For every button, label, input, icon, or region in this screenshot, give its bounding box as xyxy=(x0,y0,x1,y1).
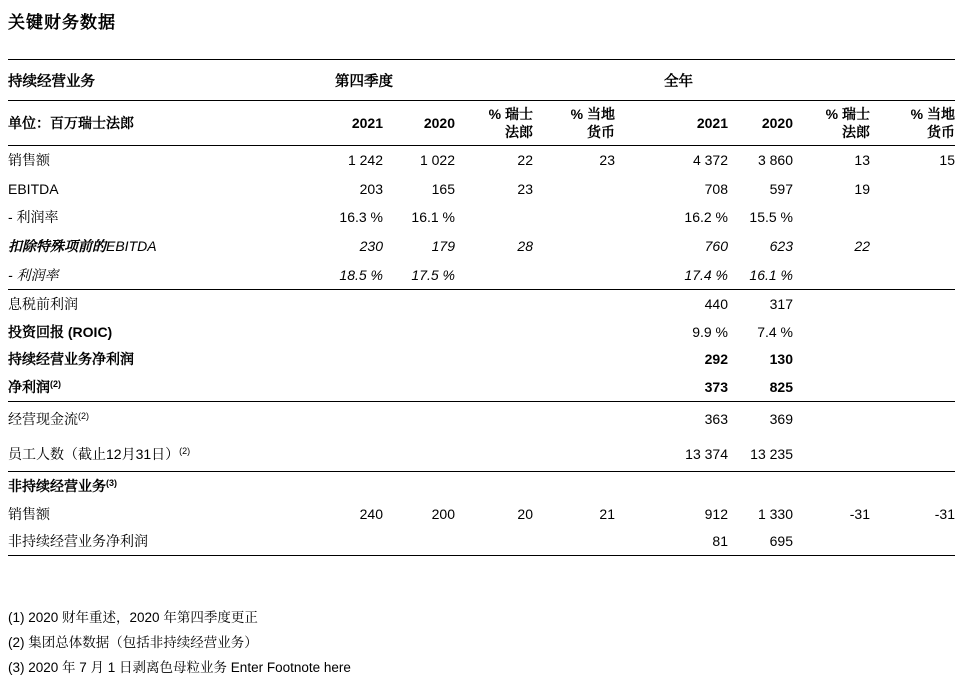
col-header-text: % 瑞士 xyxy=(825,106,870,122)
row-label-suffix: EBITDA xyxy=(106,238,157,255)
cell-fy-pct-chf xyxy=(793,203,870,232)
col-header-fy-2020 xyxy=(728,101,793,145)
col-header-q4-pct-chf xyxy=(455,101,533,145)
table-row xyxy=(8,318,955,346)
cell-q4-2021: 18.5 % xyxy=(339,266,383,283)
table-row xyxy=(8,346,955,374)
cell-fy-pct-chf xyxy=(793,373,870,401)
q4-group-label: 第四季度 xyxy=(335,73,393,90)
cell-q4-2020 xyxy=(383,346,455,374)
table-section xyxy=(8,146,955,289)
cell-q4-2021 xyxy=(330,528,383,556)
cell-q4-pct-local xyxy=(533,402,615,437)
table-row xyxy=(8,175,955,204)
cell-fy-pct-local xyxy=(870,203,955,232)
table-row xyxy=(8,402,955,437)
cell-q4-2021: 1 242 xyxy=(347,152,383,169)
row-label-text: 非持续经营业务净利润 xyxy=(8,533,148,550)
row-label-text: - 利润率 xyxy=(8,209,59,226)
table-section xyxy=(8,471,955,555)
col-header-fy-pct-chf xyxy=(793,101,870,145)
cell-q4-2021 xyxy=(330,402,383,437)
cell-q4-2021 xyxy=(330,472,383,500)
cell-q4-pct-chf: 20 xyxy=(517,505,533,522)
cell-q4-pct-chf xyxy=(455,290,533,318)
cell-fy-pct-chf xyxy=(793,290,870,318)
row-label: 非持续经营业务 $^{(3)}$ xyxy=(8,478,117,494)
table-row xyxy=(8,437,955,472)
row-label: 经营现金流 $^{(2)}$ xyxy=(8,411,89,428)
continuing-operations-label: 持续经营业务 xyxy=(8,73,95,90)
cell-fy-pct-chf: 22 xyxy=(854,238,870,255)
cell-fy-pct-local xyxy=(870,318,955,346)
cell-q4-2020: 17.5 % xyxy=(411,266,455,283)
row-label-text: 员工人数（截止12月31日） xyxy=(8,445,180,462)
cell-q4-pct-local: 23 xyxy=(599,152,615,169)
cell-fy-pct-chf xyxy=(793,260,870,289)
cell-q4-2021 xyxy=(330,373,383,401)
col-header-q4-2020 xyxy=(383,101,455,145)
cell-q4-pct-chf xyxy=(455,472,533,500)
cell-fy-pct-chf: -31 xyxy=(849,505,870,522)
cell-fy-pct-chf: 13 xyxy=(854,152,870,169)
cell-fy-pct-chf xyxy=(793,402,870,437)
key-financials-table xyxy=(8,59,955,556)
table-column-header-row xyxy=(8,101,955,146)
cell-fy-2021: 9.9 % xyxy=(692,323,728,340)
row-label-text: 经营现金流 xyxy=(8,411,78,428)
row-label-text: - 利润率 xyxy=(8,266,59,283)
cell-fy-pct-chf xyxy=(793,528,870,556)
cell-fy-pct-chf xyxy=(793,437,870,472)
cell-q4-2020: 1 022 xyxy=(419,152,455,169)
cell-q4-2020 xyxy=(383,402,455,437)
cell-q4-pct-chf xyxy=(455,346,533,374)
cell-fy-2021: 17.4 % xyxy=(684,266,728,283)
cell-fy-2020: 317 xyxy=(769,295,793,312)
cell-q4-2020: 16.1 % xyxy=(411,209,455,226)
cell-q4-pct-chf: 28 xyxy=(517,238,533,255)
cell-fy-2021 xyxy=(615,472,728,500)
cell-q4-2020: 165 xyxy=(431,180,455,197)
cell-fy-2021: 13 374 xyxy=(685,445,728,462)
cell-fy-2021: 708 xyxy=(704,180,728,197)
row-label xyxy=(8,260,330,289)
col-header-text: 法郎 xyxy=(505,124,533,140)
cell-fy-2021: 912 xyxy=(704,505,728,522)
col-header-q4-2021 xyxy=(330,101,383,145)
cell-fy-pct-local xyxy=(870,175,955,204)
cell-fy-pct-local xyxy=(870,373,955,401)
table-row xyxy=(8,373,955,401)
table-section xyxy=(8,401,955,471)
row-label-text: 销售额 xyxy=(8,152,50,169)
cell-q4-pct-local xyxy=(533,373,615,401)
table-row xyxy=(8,500,955,528)
cell-q4-2021 xyxy=(330,437,383,472)
cell-q4-pct-chf xyxy=(455,437,533,472)
cell-fy-2020: 15.5 % xyxy=(749,209,793,226)
cell-q4-pct-local xyxy=(533,232,615,261)
cell-q4-2020 xyxy=(383,318,455,346)
row-label-text: EBITDA xyxy=(8,180,59,197)
table-group-header-row xyxy=(8,59,955,101)
cell-fy-pct-local: 15 xyxy=(939,152,955,169)
cell-q4-2021: 240 xyxy=(359,505,383,522)
row-label xyxy=(8,203,330,232)
table-row xyxy=(8,528,955,556)
cell-q4-pct-chf xyxy=(455,528,533,556)
cell-q4-pct-local xyxy=(533,528,615,556)
table-row xyxy=(8,203,955,232)
row-label-text: 销售额 xyxy=(8,505,50,522)
cell-q4-2020 xyxy=(383,373,455,401)
row-label-text: 息税前利润 xyxy=(8,295,78,312)
cell-q4-pct-chf xyxy=(455,373,533,401)
cell-q4-2021 xyxy=(330,346,383,374)
cell-q4-pct-local: 21 xyxy=(599,505,615,522)
col-header-text: % 当地 xyxy=(570,106,615,122)
footnote-3: (3) 2020 年 7 月 1 日剥离色母粒业务 Enter Footnote here xyxy=(8,660,351,676)
cell-q4-2020: 179 xyxy=(431,238,455,255)
row-label: 员工人数（截止12月31日） $^{(2)}$ xyxy=(8,445,191,462)
col-header-text: 2020 xyxy=(761,115,793,131)
cell-fy-pct-local xyxy=(870,437,955,472)
cell-fy-2021: 440 xyxy=(704,295,728,312)
cell-q4-pct-chf xyxy=(455,318,533,346)
col-header-fy-2021 xyxy=(615,101,728,145)
cell-fy-2021: 373 xyxy=(704,379,728,396)
footnotes xyxy=(8,605,955,680)
row-label xyxy=(8,232,330,261)
col-header-text: 货币 xyxy=(587,124,615,140)
col-header-text: 2021 xyxy=(696,115,728,131)
cell-fy-pct-chf: 19 xyxy=(854,180,870,197)
cell-fy-2021: 363 xyxy=(704,411,728,428)
cell-fy-2021: 760 xyxy=(704,238,728,255)
cell-q4-pct-local xyxy=(533,203,615,232)
row-label xyxy=(8,175,330,204)
cell-fy-pct-local xyxy=(870,346,955,374)
table-row xyxy=(8,290,955,318)
row-label-text: 非持续经营业务 xyxy=(8,478,106,494)
table-row xyxy=(8,146,955,175)
col-header-fy-pct-local xyxy=(870,101,955,145)
cell-fy-pct-local xyxy=(870,472,955,500)
col-header-text: 2021 xyxy=(351,115,383,131)
cell-fy-2020: 695 xyxy=(769,533,793,550)
cell-q4-pct-chf: 23 xyxy=(517,180,533,197)
cell-q4-pct-chf xyxy=(455,260,533,289)
cell-fy-pct-local xyxy=(870,260,955,289)
cell-fy-2021: 81 xyxy=(712,533,728,550)
cell-q4-2020: 200 xyxy=(431,505,455,522)
cell-q4-2020 xyxy=(383,290,455,318)
cell-q4-2021 xyxy=(330,290,383,318)
cell-fy-pct-local xyxy=(870,232,955,261)
col-header-text: % 瑞士 xyxy=(488,106,533,122)
table-body xyxy=(8,146,955,556)
cell-fy-pct-chf xyxy=(793,346,870,374)
footnote-2: (2) 集团总体数据（包括非持续经营业务） xyxy=(8,635,258,651)
cell-q4-pct-local xyxy=(533,472,615,500)
cell-fy-2021: 16.2 % xyxy=(684,209,728,226)
cell-fy-2021: 292 xyxy=(704,351,728,368)
cell-fy-2020: 130 xyxy=(769,351,793,368)
cell-fy-pct-chf xyxy=(793,318,870,346)
cell-fy-pct-local: -31 xyxy=(934,505,955,522)
page-title: 关键财务数据 xyxy=(8,13,116,32)
cell-q4-pct-chf xyxy=(455,402,533,437)
row-label xyxy=(8,500,330,528)
row-label xyxy=(8,346,330,374)
col-header-text: 货币 xyxy=(927,124,955,140)
cell-fy-pct-chf xyxy=(793,472,870,500)
row-label-text: 投资回报 (ROIC) xyxy=(8,323,113,340)
cell-q4-2020 xyxy=(383,472,455,500)
cell-q4-pct-local xyxy=(533,260,615,289)
col-header-text: 2020 xyxy=(423,115,455,131)
row-label xyxy=(8,146,330,175)
row-label xyxy=(8,318,330,346)
cell-fy-2020: 369 xyxy=(769,411,793,428)
cell-q4-2021 xyxy=(330,318,383,346)
unit-label: 单位：百万瑞士法郎 xyxy=(8,115,134,131)
cell-fy-2020: 16.1 % xyxy=(749,266,793,283)
cell-fy-pct-local xyxy=(870,402,955,437)
cell-q4-2021: 203 xyxy=(359,180,383,197)
cell-q4-pct-chf: 22 xyxy=(517,152,533,169)
cell-q4-2020 xyxy=(383,528,455,556)
cell-fy-2020: 623 xyxy=(769,238,793,255)
cell-q4-2021: 16.3 % xyxy=(339,209,383,226)
row-label xyxy=(8,528,330,556)
cell-fy-2020: 825 xyxy=(769,379,793,396)
col-header-text: % 当地 xyxy=(910,106,955,122)
cell-q4-pct-chf xyxy=(455,203,533,232)
cell-q4-2021: 230 xyxy=(359,238,383,255)
row-label: 净利润 $^{(2)}$ xyxy=(8,379,61,396)
table-section xyxy=(8,289,955,401)
cell-q4-2020 xyxy=(383,437,455,472)
row-label-text: 持续经营业务净利润 xyxy=(8,351,134,368)
cell-fy-2020: 597 xyxy=(769,180,793,197)
cell-fy-pct-local xyxy=(870,290,955,318)
cell-fy-2020: 13 235 xyxy=(750,445,793,462)
cell-fy-pct-local xyxy=(870,528,955,556)
cell-q4-pct-local xyxy=(533,290,615,318)
cell-q4-pct-local xyxy=(533,437,615,472)
table-row xyxy=(8,472,955,500)
col-header-q4-pct-local xyxy=(533,101,615,145)
full-year-group-label: 全年 xyxy=(664,73,693,90)
row-label-text: 扣除特殊项前的 xyxy=(8,238,106,255)
cell-fy-2020: 7.4 % xyxy=(757,323,793,340)
col-header-text: 法郎 xyxy=(842,124,870,140)
cell-fy-2020: 1 330 xyxy=(757,505,793,522)
cell-q4-pct-local xyxy=(533,346,615,374)
row-label xyxy=(8,290,330,318)
cell-fy-2020 xyxy=(728,472,793,500)
cell-q4-pct-local xyxy=(533,175,615,204)
row-label-text: 净利润 xyxy=(8,379,50,396)
cell-fy-2020: 3 860 xyxy=(757,152,793,169)
cell-fy-2021: 4 372 xyxy=(692,152,728,169)
table-row xyxy=(8,260,955,289)
table-row xyxy=(8,232,955,261)
footnote-1: (1) 2020 财年重述，2020 年第四季度更正 xyxy=(8,610,258,626)
cell-q4-pct-local xyxy=(533,318,615,346)
